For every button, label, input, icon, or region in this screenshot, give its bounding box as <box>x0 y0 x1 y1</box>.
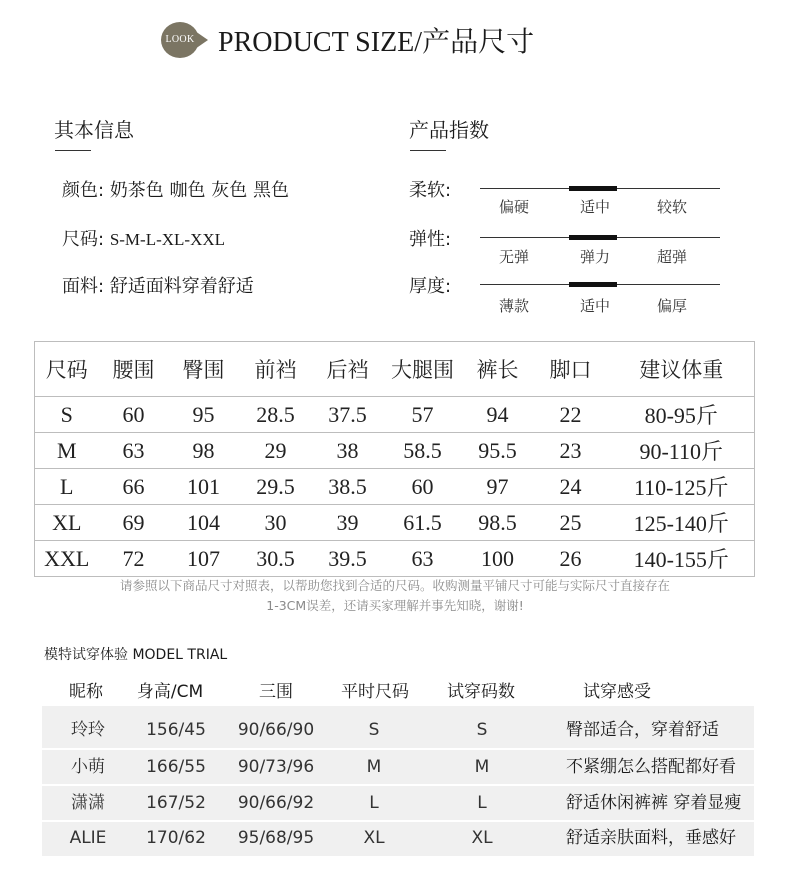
table-cell: 98 <box>169 433 239 469</box>
table-cell: 69 <box>99 505 169 541</box>
table-cell: M <box>35 433 99 469</box>
trial-nickname: 小萌 <box>71 757 105 777</box>
table-cell: 63 <box>383 541 463 577</box>
table-cell: 107 <box>169 541 239 577</box>
trial-measurements: 90/73/96 <box>237 757 315 777</box>
trial-usual-size: XL <box>363 828 385 848</box>
table-row <box>42 820 754 856</box>
basic-info-divider <box>55 150 91 151</box>
trial-tried-size: L <box>477 793 487 813</box>
table-cell: 125-140斤 <box>609 505 755 541</box>
softness-option: 适中 <box>579 198 610 216</box>
size-value: S-M-L-XL-XXL <box>109 230 226 249</box>
trial-measurements: 95/68/95 <box>237 828 315 848</box>
table-cell: 61.5 <box>383 505 463 541</box>
column-header: 大腿围 <box>383 342 463 397</box>
size-table <box>34 341 755 577</box>
elasticity-option: 无弹 <box>498 248 529 266</box>
column-header: 裤长 <box>463 342 533 397</box>
thickness-label: 厚度: <box>409 276 452 297</box>
table-cell: XL <box>35 505 99 541</box>
trial-nickname: ALIE <box>69 828 107 848</box>
table-cell: 37.5 <box>313 397 383 433</box>
column-header: 前裆 <box>239 342 313 397</box>
look-badge: LOOK <box>161 22 199 58</box>
table-row <box>35 433 755 469</box>
trial-height-weight: 156/45 <box>146 720 206 740</box>
table-cell: 30 <box>239 505 313 541</box>
table-cell: S <box>35 397 99 433</box>
table-row <box>35 469 755 505</box>
size-table-header <box>35 342 755 397</box>
table-cell: 28.5 <box>239 397 313 433</box>
table-cell: 110-125斤 <box>609 469 755 505</box>
trial-feedback: 舒适亲肤面料，垂感好 <box>566 828 736 848</box>
table-cell: 23 <box>533 433 609 469</box>
trial-height-weight: 166/55 <box>146 757 206 777</box>
product-index-divider <box>410 150 446 151</box>
table-cell: 72 <box>99 541 169 577</box>
table-cell: 29 <box>239 433 313 469</box>
thickness-marker <box>569 282 617 287</box>
thickness-option: 薄款 <box>498 297 529 315</box>
table-cell: 38 <box>313 433 383 469</box>
table-cell: 94 <box>463 397 533 433</box>
fabric-value: 舒适面料穿着舒适 <box>109 276 254 297</box>
trial-usual-size: L <box>369 793 379 813</box>
softness-marker <box>569 186 617 191</box>
trial-height-weight: 167/52 <box>146 793 206 813</box>
trial-feedback: 臀部适合，穿着舒适 <box>566 720 719 740</box>
table-row <box>42 712 754 748</box>
table-cell: XXL <box>35 541 99 577</box>
table-cell: 101 <box>169 469 239 505</box>
trial-tried-size: XL <box>471 828 493 848</box>
table-row <box>42 749 754 785</box>
elasticity-option: 超弹 <box>656 248 687 266</box>
table-cell: 26 <box>533 541 609 577</box>
basic-info-heading: 其本信息 <box>54 118 134 142</box>
fabric-row <box>62 272 254 298</box>
trial-measurements: 90/66/92 <box>237 793 315 813</box>
color-row <box>62 176 289 202</box>
table-cell: 60 <box>99 397 169 433</box>
table-cell: 25 <box>533 505 609 541</box>
table-cell: 90-110斤 <box>609 433 755 469</box>
table-cell: 140-155斤 <box>609 541 755 577</box>
page-title: PRODUCT SIZE/产品尺寸 <box>218 27 535 58</box>
trial-column-header: 试穿码数 <box>447 682 515 702</box>
trial-nickname: 潇潇 <box>71 793 105 813</box>
elasticity-marker <box>569 235 617 240</box>
color-value: 奶茶色 咖色 灰色 黑色 <box>109 180 289 201</box>
softness-option: 偏硬 <box>498 198 529 216</box>
table-cell: 63 <box>99 433 169 469</box>
thickness-option: 偏厚 <box>656 297 687 315</box>
trial-column-header: 试穿感受 <box>583 682 651 702</box>
table-cell: 95 <box>169 397 239 433</box>
size-row <box>62 225 225 251</box>
model-trial-title: 模特试穿体验 MODEL TRIAL <box>44 647 228 663</box>
column-header: 腰围 <box>99 342 169 397</box>
column-header: 后裆 <box>313 342 383 397</box>
table-cell: 104 <box>169 505 239 541</box>
trial-column-header: 昵称 <box>69 682 103 702</box>
measurement-note-line1: 请参照以下商品尺寸对照表，以帮助您找到合适的尺码。收购测量平铺尺寸可能与实际尺寸直接存在 <box>119 578 670 593</box>
table-cell: 66 <box>99 469 169 505</box>
trial-column-header: 三围 <box>259 682 293 702</box>
table-row <box>42 785 754 821</box>
table-cell: 97 <box>463 469 533 505</box>
table-cell: 57 <box>383 397 463 433</box>
trial-height-weight: 170/62 <box>146 828 206 848</box>
table-row <box>35 397 755 433</box>
table-row <box>35 541 755 577</box>
table-cell: 98.5 <box>463 505 533 541</box>
column-header: 臀围 <box>169 342 239 397</box>
trial-column-header: 身高/CM <box>136 682 204 702</box>
table-cell: 22 <box>533 397 609 433</box>
elasticity-label: 弹性: <box>409 229 452 250</box>
trial-usual-size: S <box>368 720 380 740</box>
table-cell: 80-95斤 <box>609 397 755 433</box>
trial-usual-size: M <box>366 757 382 777</box>
trial-column-header: 平时尺码 <box>341 682 409 702</box>
table-row <box>35 505 755 541</box>
color-label: 颜色: <box>62 180 105 201</box>
badge-arrow-icon <box>195 31 208 49</box>
elasticity-option: 弹力 <box>579 248 610 266</box>
table-cell: 24 <box>533 469 609 505</box>
trial-tried-size: M <box>474 757 490 777</box>
column-header: 尺码 <box>35 342 99 397</box>
trial-feedback: 舒适休闲裤裤 穿着显瘦 <box>566 793 742 813</box>
softness-option: 较软 <box>656 198 687 216</box>
table-cell: L <box>35 469 99 505</box>
trial-nickname: 玲玲 <box>71 720 105 740</box>
table-cell: 100 <box>463 541 533 577</box>
trial-tried-size: S <box>476 720 488 740</box>
trial-feedback: 不紧绷怎么搭配都好看 <box>566 757 736 777</box>
thickness-option: 适中 <box>579 297 610 315</box>
table-cell: 29.5 <box>239 469 313 505</box>
table-cell: 30.5 <box>239 541 313 577</box>
column-header: 脚口 <box>533 342 609 397</box>
table-cell: 38.5 <box>313 469 383 505</box>
table-cell: 39 <box>313 505 383 541</box>
table-cell: 60 <box>383 469 463 505</box>
table-cell: 58.5 <box>383 433 463 469</box>
product-index-heading: 产品指数 <box>409 118 489 142</box>
size-label: 尺码: <box>62 229 105 250</box>
trial-measurements: 90/66/90 <box>237 720 315 740</box>
measurement-note-line2: 1-3CM误差，还请买家理解并事先知晓，谢谢! <box>266 598 524 613</box>
table-cell: 95.5 <box>463 433 533 469</box>
table-cell: 39.5 <box>313 541 383 577</box>
fabric-label: 面料: <box>62 276 105 297</box>
softness-label: 柔软: <box>409 180 452 201</box>
column-header: 建议体重 <box>609 342 755 397</box>
